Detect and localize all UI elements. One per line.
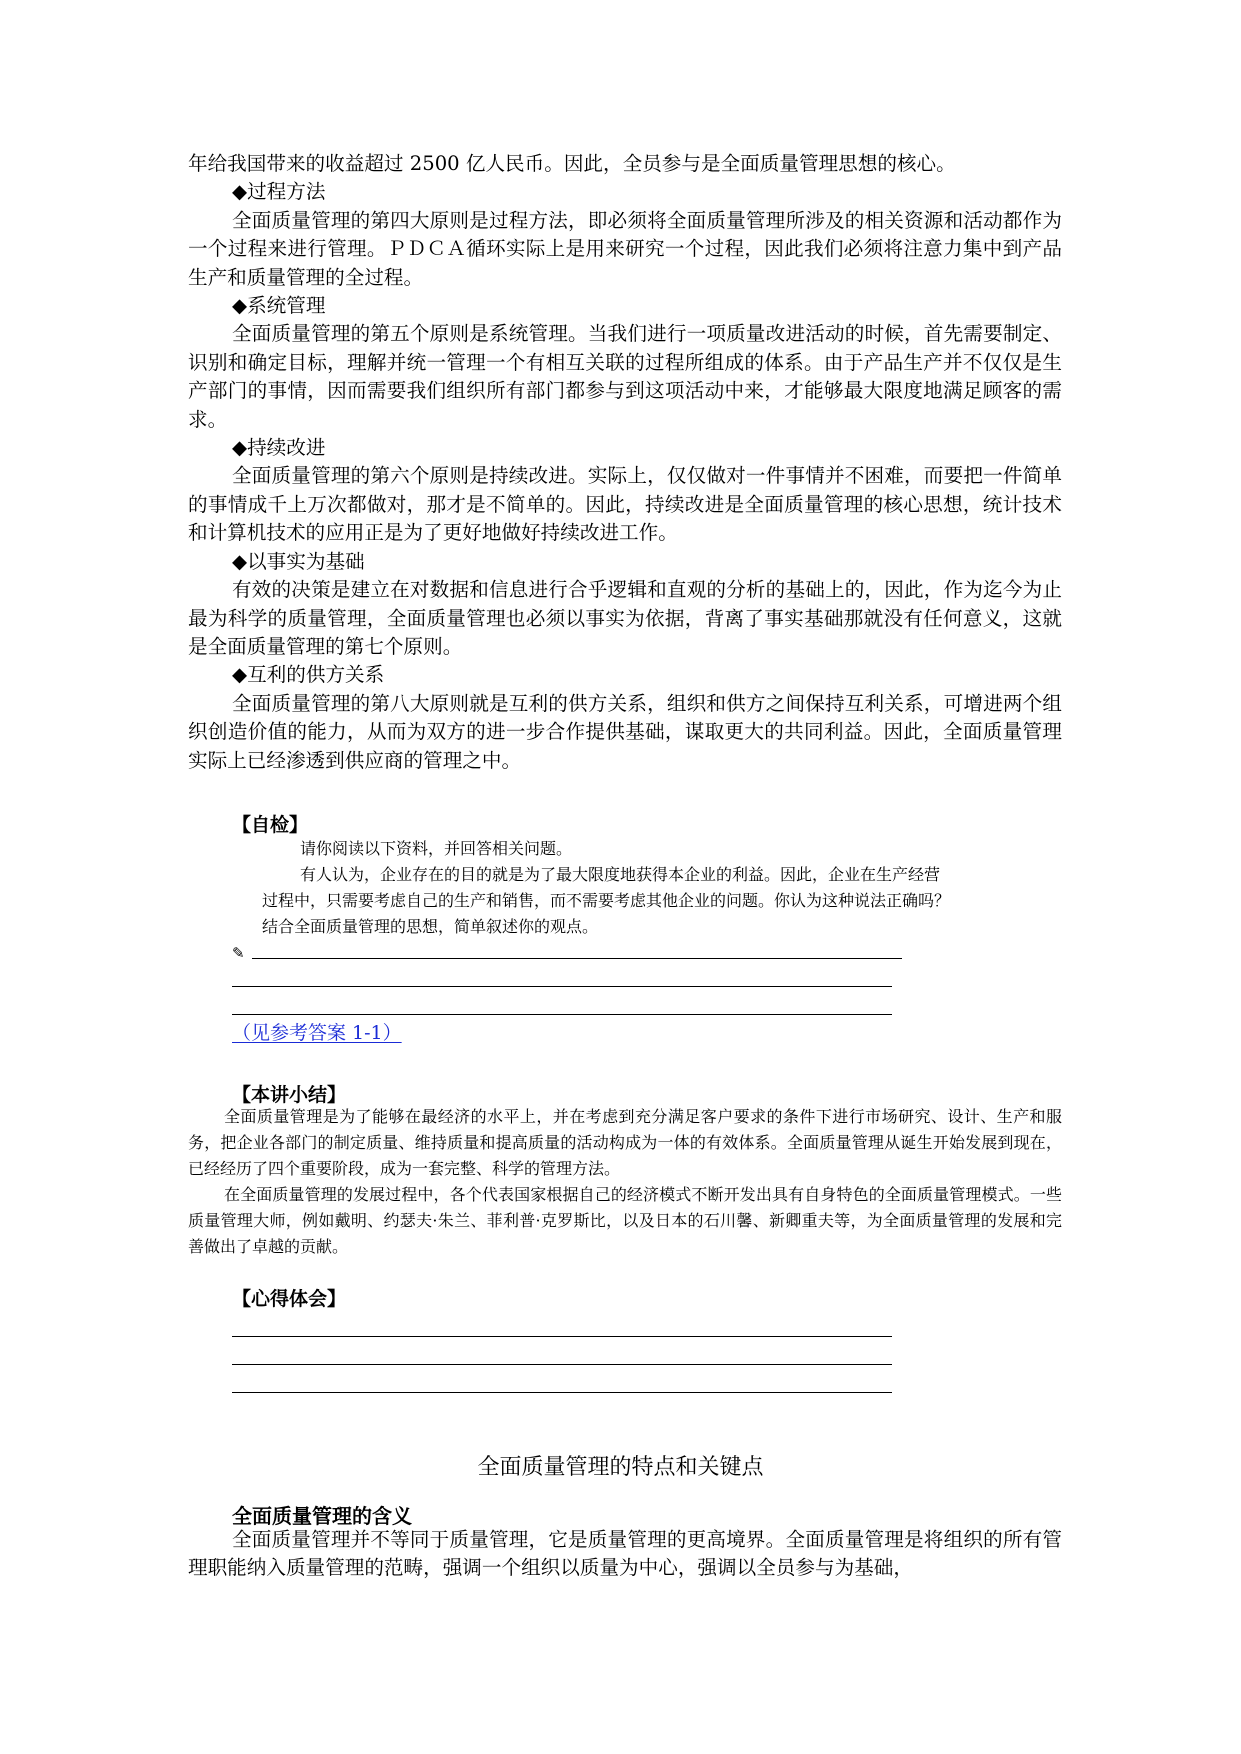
answer-line[interactable] xyxy=(232,1014,892,1015)
self-check-text xyxy=(262,836,1062,940)
body-text xyxy=(188,150,1062,775)
bullet-heading-supplier: ◆互利的供方关系 xyxy=(232,663,385,687)
summary-paragraph: 全面质量管理是为了能够在最经济的水平上，并在考虑到充分满足客户要求的条件下进行市场研究、设计、生产和服务，把企业各部门的制定质量、维持质量和提高质量的活动构成为一体的有效体系。全面质量管理从诞生开始发展到现在，已经经历了四个重要阶段，成为一套完整、科学的管理方法。 xyxy=(188,1107,1062,1178)
self-check-line: 请你阅读以下资料，并回答相关问题。 xyxy=(300,839,573,858)
section-body xyxy=(188,1526,1062,1583)
section-title: 全面质量管理的特点和关键点 xyxy=(477,1455,764,1480)
paragraph: 有效的决策是建立在对数据和信息进行合乎逻辑和直观的分析的基础上的，因此，作为迄今为止最为科学的质量管理，全面质量管理也必须以事实为依据，背离了事实基础那就没有任何意义，这就是全面质量管理的第七个原则。 xyxy=(188,578,1062,658)
paragraph: 全面质量管理的第五个原则是系统管理。当我们进行一项质量改进活动的时候，首先需要制定、识别和确定目标，理解并统一管理一个有相互关联的过程所组成的体系。由于产品生产并不仅仅是生产部门的事情，因而需要我们组织所有部门都参与到这项活动中来，才能够最大限度地满足顾客的需求。 xyxy=(188,322,1062,431)
self-check-line: 有人认为，企业存在的目的就是为了最大限度地获得本企业的利益。因此，企业在生产经营 xyxy=(300,865,941,884)
bullet-heading-improvement: ◆持续改进 xyxy=(232,436,326,460)
reflection-line[interactable] xyxy=(232,1392,892,1393)
answer-line[interactable] xyxy=(232,986,892,987)
bullet-heading-process: ◆过程方法 xyxy=(232,180,326,204)
summary-paragraph: 在全面质量管理的发展过程中，各个代表国家根据自己的经济模式不断开发出具有自身特色的全面质量管理模式。一些质量管理大师，例如戴明、约瑟夫·朱兰、菲利普·克罗斯比，以及日本的石川馨、新卿重夫等，为全面质量管理的发展和完善做出了卓越的贡献。 xyxy=(188,1185,1062,1256)
reflection-line[interactable] xyxy=(232,1336,892,1337)
self-check-line: 结合全面质量管理的思想，简单叙述你的观点。 xyxy=(262,917,599,936)
paragraph: 年给我国带来的收益超过 2500 亿人民币。因此，全员参与是全面质量管理思想的核心。 xyxy=(188,152,956,175)
self-check-line: 过程中，只需要考虑自己的生产和销售，而不需要考虑其他企业的问题。你认为这种说法正确吗？ xyxy=(262,891,951,910)
reflection-line[interactable] xyxy=(232,1364,892,1365)
paragraph: 全面质量管理的第六个原则是持续改进。实际上，仅仅做对一件事情并不困难，而要把一件简单的事情成千上万次都做对，那才是不简单的。因此，持续改进是全面质量管理的核心思想，统计技术和计算机技术的应用正是为了更好地做好持续改进工作。 xyxy=(188,464,1062,545)
paragraph: 全面质量管理并不等同于质量管理，它是质量管理的更高境界。全面质量管理是将组织的所有管理职能纳入质量管理的范畴，强调一个组织以质量为中心，强调以全员参与为基础， xyxy=(188,1528,1062,1580)
paragraph: 全面质量管理的第八大原则就是互利的供方关系，组织和供方之间保持互利关系，可增进两个组织创造价值的能力，从而为双方的进一步合作提供基础，谋取更大的共同利益。因此，全面质量管理实际上已经渗透到供应商的管理之中。 xyxy=(188,691,1062,772)
answer-line[interactable] xyxy=(252,958,902,959)
summary-text xyxy=(188,1104,1062,1260)
reference-answer-link[interactable]: （见参考答案 1-1） xyxy=(232,1022,402,1044)
self-check-heading: 【自检】 xyxy=(232,814,309,836)
summary-heading: 【本讲小结】 xyxy=(232,1084,347,1106)
paragraph: 全面质量管理的第四大原则是过程方法，即必须将全面质量管理所涉及的相关资源和活动都作为一个过程来进行管理。ＰＤＣＡ循环实际上是用来研究一个过程，因此我们必须将注意力集中到产品生产和质量管理的全过程。 xyxy=(188,208,1062,289)
reflection-heading: 【心得体会】 xyxy=(232,1288,347,1310)
pencil-icon: ✎ xyxy=(232,946,245,962)
bullet-heading-system: ◆系统管理 xyxy=(232,294,326,318)
bullet-heading-facts: ◆以事实为基础 xyxy=(232,549,365,573)
section-subheading: 全面质量管理的含义 xyxy=(232,1504,412,1528)
